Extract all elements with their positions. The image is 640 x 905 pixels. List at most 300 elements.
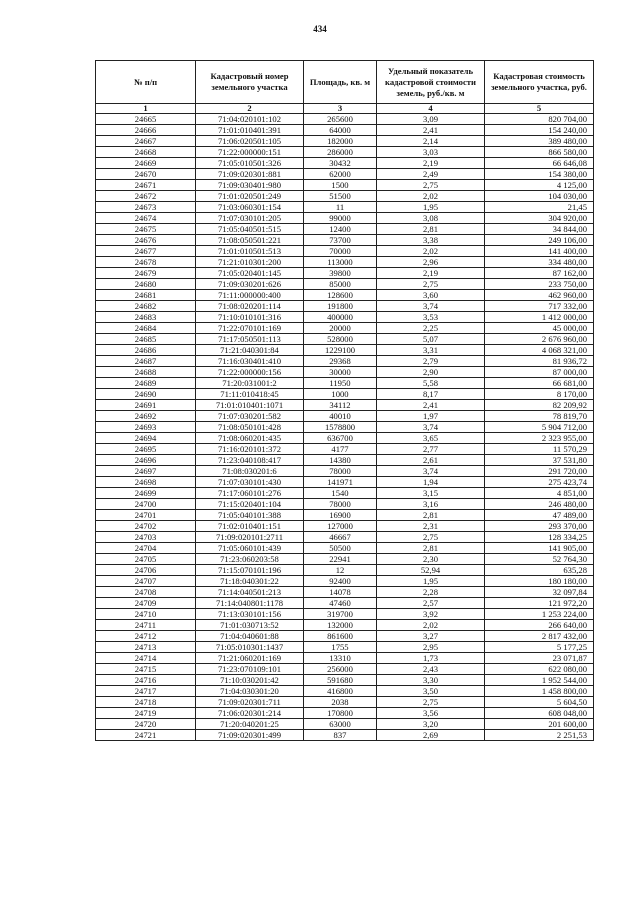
cadastral-number-cell: 71:21:040301:84	[196, 345, 304, 356]
specific-value-cell: 2,96	[377, 257, 485, 268]
column-number: 4	[377, 104, 485, 114]
area-cell: 85000	[304, 279, 377, 290]
specific-value-cell: 3,74	[377, 422, 485, 433]
area-cell: 265600	[304, 114, 377, 125]
row-number-cell: 24705	[96, 554, 196, 565]
header-row	[96, 61, 594, 104]
header-cadastral-value: Кадастровая стоимость земельного участка, руб.	[485, 61, 594, 104]
cadastral-value-table	[95, 60, 594, 741]
cadastral-value-cell: 1 952 544,00	[485, 675, 594, 686]
area-cell: 127000	[304, 521, 377, 532]
specific-value-cell: 2,25	[377, 323, 485, 334]
table-row	[96, 422, 594, 433]
area-cell: 636700	[304, 433, 377, 444]
table-row	[96, 202, 594, 213]
row-number-cell: 24691	[96, 400, 196, 411]
table-row	[96, 378, 594, 389]
table-row	[96, 587, 594, 598]
row-number-cell: 24712	[96, 631, 196, 642]
area-cell: 14078	[304, 587, 377, 598]
row-number-cell: 24699	[96, 488, 196, 499]
column-number-row	[96, 104, 594, 114]
cadastral-value-cell: 293 370,00	[485, 521, 594, 532]
cadastral-number-cell: 71:23:060203:58	[196, 554, 304, 565]
area-cell: 73700	[304, 235, 377, 246]
specific-value-cell: 1,97	[377, 411, 485, 422]
cadastral-value-cell: 180 180,00	[485, 576, 594, 587]
table-body	[96, 114, 594, 741]
row-number-cell: 24703	[96, 532, 196, 543]
area-cell: 22941	[304, 554, 377, 565]
specific-value-cell: 2,57	[377, 598, 485, 609]
cadastral-value-cell: 5 904 712,00	[485, 422, 594, 433]
cadastral-value-cell: 635,28	[485, 565, 594, 576]
specific-value-cell: 2,41	[377, 125, 485, 136]
specific-value-cell: 3,56	[377, 708, 485, 719]
row-number-cell: 24677	[96, 246, 196, 257]
specific-value-cell: 2,81	[377, 224, 485, 235]
specific-value-cell: 2,31	[377, 521, 485, 532]
area-cell: 170800	[304, 708, 377, 719]
specific-value-cell: 3,20	[377, 719, 485, 730]
cadastral-number-cell: 71:09:020301:711	[196, 697, 304, 708]
cadastral-value-cell: 104 030,00	[485, 191, 594, 202]
cadastral-value-cell: 4 851,00	[485, 488, 594, 499]
cadastral-value-cell: 5 177,25	[485, 642, 594, 653]
area-cell: 2038	[304, 697, 377, 708]
cadastral-number-cell: 71:08:020201:114	[196, 301, 304, 312]
specific-value-cell: 2,69	[377, 730, 485, 741]
row-number-cell: 24695	[96, 444, 196, 455]
cadastral-value-cell: 233 750,00	[485, 279, 594, 290]
cadastral-number-cell: 71:09:030201:626	[196, 279, 304, 290]
row-number-cell: 24675	[96, 224, 196, 235]
table-row	[96, 609, 594, 620]
cadastral-value-cell: 5 604,50	[485, 697, 594, 708]
cadastral-number-cell: 71:15:020401:104	[196, 499, 304, 510]
row-number-cell: 24684	[96, 323, 196, 334]
row-number-cell: 24681	[96, 290, 196, 301]
cadastral-value-cell: 201 600,00	[485, 719, 594, 730]
specific-value-cell: 8,17	[377, 389, 485, 400]
cadastral-number-cell: 71:21:010301:200	[196, 257, 304, 268]
cadastral-value-cell: 266 640,00	[485, 620, 594, 631]
cadastral-number-cell: 71:04:020101:102	[196, 114, 304, 125]
cadastral-number-cell: 71:08:030201:6	[196, 466, 304, 477]
specific-value-cell: 3,92	[377, 609, 485, 620]
cadastral-value-cell: 78 819,70	[485, 411, 594, 422]
table-row	[96, 334, 594, 345]
cadastral-value-cell: 622 080,00	[485, 664, 594, 675]
specific-value-cell: 3,74	[377, 466, 485, 477]
cadastral-value-cell: 462 960,00	[485, 290, 594, 301]
cadastral-number-cell: 71:11:000000:400	[196, 290, 304, 301]
cadastral-number-cell: 71:07:030201:582	[196, 411, 304, 422]
area-cell: 50500	[304, 543, 377, 554]
table-row	[96, 191, 594, 202]
row-number-cell: 24701	[96, 510, 196, 521]
row-number-cell: 24670	[96, 169, 196, 180]
table-row	[96, 488, 594, 499]
cadastral-value-cell: 246 480,00	[485, 499, 594, 510]
specific-value-cell: 3,65	[377, 433, 485, 444]
table-row	[96, 576, 594, 587]
cadastral-number-cell: 71:08:050101:428	[196, 422, 304, 433]
row-number-cell: 24702	[96, 521, 196, 532]
specific-value-cell: 2,81	[377, 543, 485, 554]
cadastral-number-cell: 71:20:040201:25	[196, 719, 304, 730]
specific-value-cell: 2,41	[377, 400, 485, 411]
table-row	[96, 411, 594, 422]
cadastral-number-cell: 71:08:050501:221	[196, 235, 304, 246]
area-cell: 51500	[304, 191, 377, 202]
table-row	[96, 323, 594, 334]
specific-value-cell: 3,31	[377, 345, 485, 356]
cadastral-value-cell: 249 106,00	[485, 235, 594, 246]
cadastral-value-cell: 37 531,80	[485, 455, 594, 466]
row-number-cell: 24679	[96, 268, 196, 279]
area-cell: 416800	[304, 686, 377, 697]
area-cell: 400000	[304, 312, 377, 323]
table-row	[96, 290, 594, 301]
row-number-cell: 24672	[96, 191, 196, 202]
area-cell: 1755	[304, 642, 377, 653]
row-number-cell: 24687	[96, 356, 196, 367]
cadastral-value-cell: 2 817 432,00	[485, 631, 594, 642]
specific-value-cell: 1,95	[377, 576, 485, 587]
cadastral-value-cell: 2 323 955,00	[485, 433, 594, 444]
table-row	[96, 114, 594, 125]
specific-value-cell: 2,61	[377, 455, 485, 466]
cadastral-number-cell: 71:09:020301:881	[196, 169, 304, 180]
cadastral-value-cell: 389 480,00	[485, 136, 594, 147]
table-row	[96, 631, 594, 642]
row-number-cell: 24704	[96, 543, 196, 554]
specific-value-cell: 5,07	[377, 334, 485, 345]
header-row-number: № п/п	[96, 61, 196, 104]
cadastral-number-cell: 71:21:060201:169	[196, 653, 304, 664]
specific-value-cell: 3,30	[377, 675, 485, 686]
cadastral-number-cell: 71:01:010401:1071	[196, 400, 304, 411]
cadastral-value-cell: 141 400,00	[485, 246, 594, 257]
row-number-cell: 24666	[96, 125, 196, 136]
area-cell: 62000	[304, 169, 377, 180]
cadastral-value-cell: 141 905,00	[485, 543, 594, 554]
area-cell: 528000	[304, 334, 377, 345]
area-cell: 20000	[304, 323, 377, 334]
cadastral-number-cell: 71:04:030301:20	[196, 686, 304, 697]
area-cell: 99000	[304, 213, 377, 224]
cadastral-value-cell: 87 162,00	[485, 268, 594, 279]
cadastral-number-cell: 71:23:040108:417	[196, 455, 304, 466]
table-row	[96, 719, 594, 730]
area-cell: 64000	[304, 125, 377, 136]
table-row	[96, 125, 594, 136]
area-cell: 4177	[304, 444, 377, 455]
table-row	[96, 466, 594, 477]
row-number-cell: 24718	[96, 697, 196, 708]
specific-value-cell: 3,09	[377, 114, 485, 125]
row-number-cell: 24683	[96, 312, 196, 323]
row-number-cell: 24688	[96, 367, 196, 378]
table-row	[96, 598, 594, 609]
cadastral-number-cell: 71:17:050501:113	[196, 334, 304, 345]
cadastral-number-cell: 71:22:070101:169	[196, 323, 304, 334]
cadastral-value-cell: 1 253 224,00	[485, 609, 594, 620]
cadastral-value-cell: 82 209,92	[485, 400, 594, 411]
table-row	[96, 136, 594, 147]
area-cell: 113000	[304, 257, 377, 268]
area-cell: 861600	[304, 631, 377, 642]
area-cell: 837	[304, 730, 377, 741]
cadastral-number-cell: 71:13:030101:156	[196, 609, 304, 620]
area-cell: 12400	[304, 224, 377, 235]
row-number-cell: 24708	[96, 587, 196, 598]
table-row	[96, 257, 594, 268]
table-row	[96, 554, 594, 565]
row-number-cell: 24706	[96, 565, 196, 576]
row-number-cell: 24694	[96, 433, 196, 444]
row-number-cell: 24685	[96, 334, 196, 345]
table-row	[96, 356, 594, 367]
cadastral-number-cell: 71:08:060201:435	[196, 433, 304, 444]
cadastral-value-cell: 21,45	[485, 202, 594, 213]
row-number-cell: 24680	[96, 279, 196, 290]
specific-value-cell: 2,75	[377, 279, 485, 290]
row-number-cell: 24720	[96, 719, 196, 730]
cadastral-number-cell: 71:07:030101:430	[196, 477, 304, 488]
area-cell: 256000	[304, 664, 377, 675]
table-row	[96, 345, 594, 356]
area-cell: 11950	[304, 378, 377, 389]
table-row	[96, 708, 594, 719]
cadastral-number-cell: 71:07:030101:205	[196, 213, 304, 224]
area-cell: 1578800	[304, 422, 377, 433]
cadastral-value-cell: 154 240,00	[485, 125, 594, 136]
header-area: Площадь, кв. м	[304, 61, 377, 104]
row-number-cell: 24696	[96, 455, 196, 466]
area-cell: 286000	[304, 147, 377, 158]
cadastral-number-cell: 71:15:070101:196	[196, 565, 304, 576]
area-cell: 78000	[304, 499, 377, 510]
cadastral-number-cell: 71:05:040101:388	[196, 510, 304, 521]
cadastral-number-cell: 71:09:020301:499	[196, 730, 304, 741]
table-row	[96, 367, 594, 378]
area-cell: 1500	[304, 180, 377, 191]
table-row	[96, 246, 594, 257]
specific-value-cell: 2,75	[377, 532, 485, 543]
row-number-cell: 24709	[96, 598, 196, 609]
cadastral-number-cell: 71:02:010401:151	[196, 521, 304, 532]
row-number-cell: 24719	[96, 708, 196, 719]
cadastral-number-cell: 71:05:020401:145	[196, 268, 304, 279]
row-number-cell: 24690	[96, 389, 196, 400]
cadastral-number-cell: 71:01:030713:52	[196, 620, 304, 631]
row-number-cell: 24700	[96, 499, 196, 510]
row-number-cell: 24713	[96, 642, 196, 653]
specific-value-cell: 3,16	[377, 499, 485, 510]
specific-value-cell: 2,43	[377, 664, 485, 675]
row-number-cell: 24671	[96, 180, 196, 191]
cadastral-value-cell: 128 334,25	[485, 532, 594, 543]
table-row	[96, 279, 594, 290]
cadastral-number-cell: 71:01:020501:249	[196, 191, 304, 202]
specific-value-cell: 3,15	[377, 488, 485, 499]
cadastral-value-cell: 304 920,00	[485, 213, 594, 224]
cadastral-value-cell: 87 000,00	[485, 367, 594, 378]
cadastral-value-cell: 81 936,72	[485, 356, 594, 367]
row-number-cell: 24667	[96, 136, 196, 147]
area-cell: 63000	[304, 719, 377, 730]
specific-value-cell: 3,60	[377, 290, 485, 301]
cadastral-value-cell: 4 068 321,00	[485, 345, 594, 356]
area-cell: 34112	[304, 400, 377, 411]
cadastral-value-cell: 2 676 960,00	[485, 334, 594, 345]
cadastral-number-cell: 71:04:040601:88	[196, 631, 304, 642]
specific-value-cell: 2,28	[377, 587, 485, 598]
column-number: 5	[485, 104, 594, 114]
header-cadastral-number: Кадастровый номер земельного участка	[196, 61, 304, 104]
specific-value-cell: 2,02	[377, 246, 485, 257]
cadastral-number-cell: 71:16:020101:372	[196, 444, 304, 455]
area-cell: 14380	[304, 455, 377, 466]
area-cell: 13310	[304, 653, 377, 664]
specific-value-cell: 3,08	[377, 213, 485, 224]
table-row	[96, 224, 594, 235]
area-cell: 29368	[304, 356, 377, 367]
area-cell: 30000	[304, 367, 377, 378]
table-row	[96, 389, 594, 400]
column-number: 2	[196, 104, 304, 114]
cadastral-number-cell: 71:22:000000:156	[196, 367, 304, 378]
specific-value-cell: 1,73	[377, 653, 485, 664]
cadastral-number-cell: 71:05:060101:439	[196, 543, 304, 554]
cadastral-value-cell: 1 412 000,00	[485, 312, 594, 323]
cadastral-value-cell: 34 844,00	[485, 224, 594, 235]
cadastral-value-cell: 45 000,00	[485, 323, 594, 334]
row-number-cell: 24673	[96, 202, 196, 213]
table-row	[96, 730, 594, 741]
specific-value-cell: 2,02	[377, 620, 485, 631]
area-cell: 1000	[304, 389, 377, 400]
table-row	[96, 433, 594, 444]
cadastral-number-cell: 71:01:010501:513	[196, 246, 304, 257]
area-cell: 47460	[304, 598, 377, 609]
cadastral-value-cell: 8 170,00	[485, 389, 594, 400]
table-row	[96, 565, 594, 576]
cadastral-value-cell: 2 251,53	[485, 730, 594, 741]
cadastral-value-cell: 275 423,74	[485, 477, 594, 488]
cadastral-number-cell: 71:06:020301:214	[196, 708, 304, 719]
row-number-cell: 24689	[96, 378, 196, 389]
cadastral-number-cell: 71:10:030201:42	[196, 675, 304, 686]
table-row	[96, 543, 594, 554]
row-number-cell: 24674	[96, 213, 196, 224]
table-row	[96, 180, 594, 191]
row-number-cell: 24693	[96, 422, 196, 433]
area-cell: 11	[304, 202, 377, 213]
specific-value-cell: 5,58	[377, 378, 485, 389]
cadastral-number-cell: 71:14:040501:213	[196, 587, 304, 598]
area-cell: 128600	[304, 290, 377, 301]
table-row	[96, 301, 594, 312]
table-row	[96, 444, 594, 455]
table-row	[96, 620, 594, 631]
row-number-cell: 24707	[96, 576, 196, 587]
cadastral-number-cell: 71:18:040301:22	[196, 576, 304, 587]
row-number-cell: 24682	[96, 301, 196, 312]
cadastral-number-cell: 71:10:010101:316	[196, 312, 304, 323]
specific-value-cell: 2,14	[377, 136, 485, 147]
specific-value-cell: 52,94	[377, 565, 485, 576]
cadastral-number-cell: 71:11:010418:45	[196, 389, 304, 400]
cadastral-value-cell: 291 720,00	[485, 466, 594, 477]
cadastral-value-cell: 66 646,08	[485, 158, 594, 169]
specific-value-cell: 2,49	[377, 169, 485, 180]
cadastral-value-cell: 23 071,87	[485, 653, 594, 664]
cadastral-number-cell: 71:05:010301:1437	[196, 642, 304, 653]
specific-value-cell: 2,19	[377, 268, 485, 279]
specific-value-cell: 1,94	[377, 477, 485, 488]
cadastral-value-cell: 4 125,00	[485, 180, 594, 191]
cadastral-value-cell: 11 570,29	[485, 444, 594, 455]
cadastral-number-cell: 71:14:040801:1178	[196, 598, 304, 609]
cadastral-value-cell: 334 480,00	[485, 257, 594, 268]
row-number-cell: 24714	[96, 653, 196, 664]
cadastral-number-cell: 71:17:060101:276	[196, 488, 304, 499]
cadastral-number-cell: 71:01:010401:391	[196, 125, 304, 136]
area-cell: 30432	[304, 158, 377, 169]
specific-value-cell: 3,50	[377, 686, 485, 697]
cadastral-value-cell: 1 458 800,00	[485, 686, 594, 697]
column-number: 3	[304, 104, 377, 114]
area-cell: 70000	[304, 246, 377, 257]
area-cell: 46667	[304, 532, 377, 543]
table-row	[96, 664, 594, 675]
table-row	[96, 235, 594, 246]
table-row	[96, 510, 594, 521]
specific-value-cell: 2,75	[377, 697, 485, 708]
table-row	[96, 268, 594, 279]
row-number-cell: 24668	[96, 147, 196, 158]
table-row	[96, 169, 594, 180]
table-row	[96, 147, 594, 158]
cadastral-number-cell: 71:23:070109:101	[196, 664, 304, 675]
table-row	[96, 697, 594, 708]
cadastral-number-cell: 71:05:010501:326	[196, 158, 304, 169]
area-cell: 141971	[304, 477, 377, 488]
header-specific-value: Удельный показатель кадастровой стоимости земель, руб./кв. м	[377, 61, 485, 104]
specific-value-cell: 2,90	[377, 367, 485, 378]
specific-value-cell: 2,77	[377, 444, 485, 455]
table-row	[96, 653, 594, 664]
specific-value-cell: 3,27	[377, 631, 485, 642]
row-number-cell: 24669	[96, 158, 196, 169]
cadastral-value-cell: 47 489,00	[485, 510, 594, 521]
specific-value-cell: 2,75	[377, 180, 485, 191]
table-row	[96, 213, 594, 224]
specific-value-cell: 3,53	[377, 312, 485, 323]
row-number-cell: 24678	[96, 257, 196, 268]
cadastral-value-cell: 52 764,30	[485, 554, 594, 565]
cadastral-value-cell: 717 332,00	[485, 301, 594, 312]
area-cell: 16900	[304, 510, 377, 521]
table-row	[96, 477, 594, 488]
row-number-cell: 24710	[96, 609, 196, 620]
area-cell: 1229100	[304, 345, 377, 356]
specific-value-cell: 1,95	[377, 202, 485, 213]
row-number-cell: 24721	[96, 730, 196, 741]
